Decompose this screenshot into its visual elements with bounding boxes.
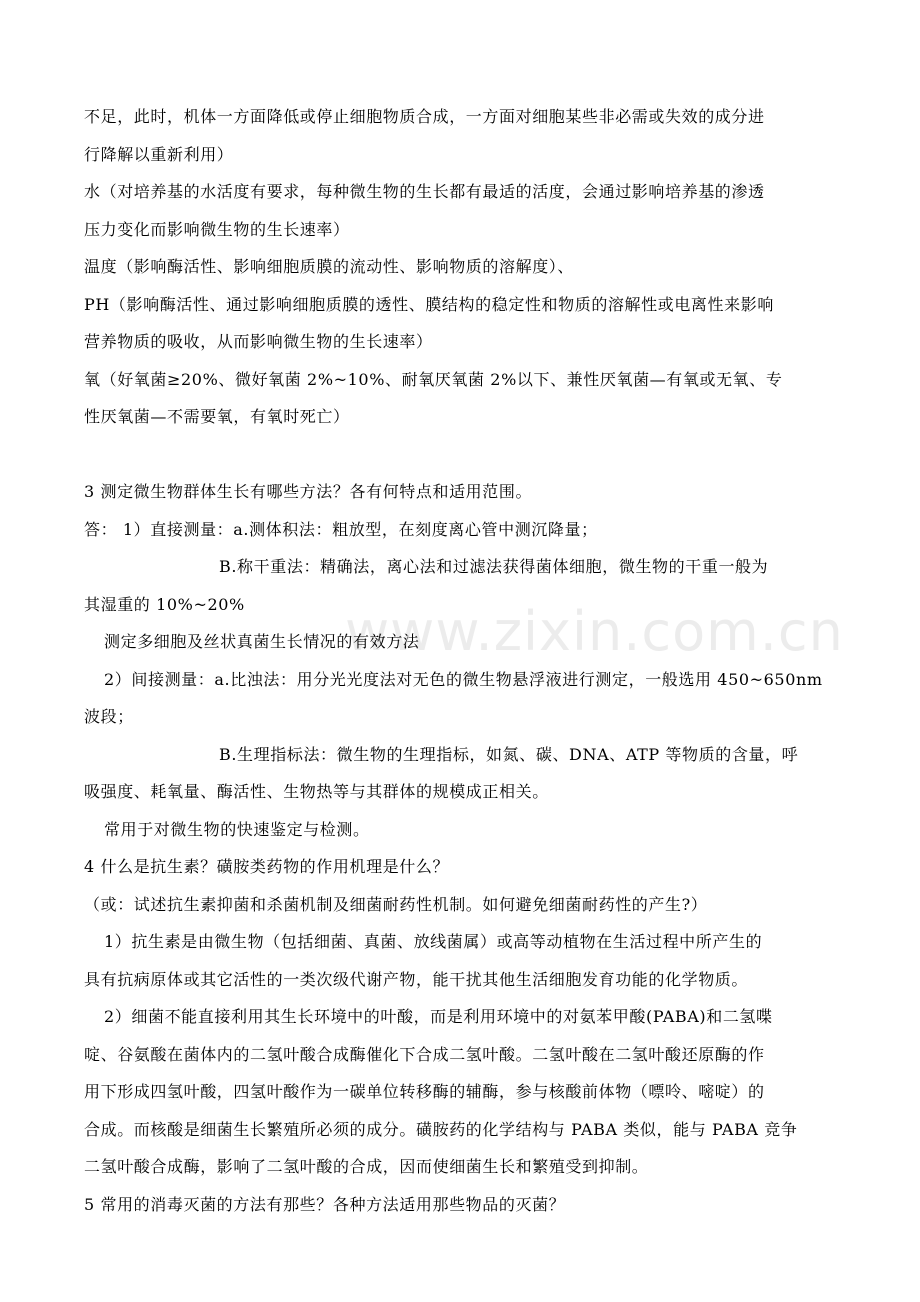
text-line: 营养物质的吸收，从而影响微生物的生长速率） [84,332,433,351]
answer-line: B.生理指标法：微生物的生理指标，如氮、碳、DNA、ATP 等物质的含量，呼 [219,744,799,764]
answer-line: 具有抗病原体或其它活性的一类次级代谢产物，能干扰其他生活细胞发育功能的化学物质。 [84,969,749,989]
answer-line: 测定多细胞及丝状真菌生长情况的有效方法 [104,632,420,651]
text-line: 性厌氧菌—不需要氧，有氧时死亡） [84,407,350,426]
answer-line: B.称干重法：精确法，离心法和过滤法获得菌体细胞，微生物的干重一般为 [219,557,769,576]
text-line: 压力变化而影响微生物的生长速率） [84,219,350,239]
document-page [84,108,844,1233]
watermark-text: www.zixin.com.cn [345,600,844,663]
blank-line [84,446,844,484]
answer-line: 吸强度、耗氧量、酶活性、生物热等与其群体的规模成正相关。 [84,782,549,801]
answer-line: 答： 1）直接测量：a.测体积法：粗放型，在刻度离心管中测沉降量； [84,519,598,539]
answer-line: 用下形成四氢叶酸，四氢叶酸作为一碳单位转移酶的辅酶，参与核酸前体物（嘌呤、嘧啶）的 [84,1082,765,1101]
question-subheading: （或：试述抗生素抑菌和杀菌机制及细菌耐药性机制。如何避免细菌耐药性的产生?） [84,894,708,914]
answer-line: 合成。而核酸是细菌生长繁殖所必须的成分。磺胺药的化学结构与 PABA 类似，能与 PABA 竞争 [84,1119,798,1139]
answer-line: 啶、谷氨酸在菌体内的二氢叶酸合成酶催化下合成二氢叶酸。二氢叶酸在二氢叶酸还原酶的作 [84,1044,765,1064]
answer-line: 1）抗生素是由微生物（包括细菌、真菌、放线菌属）或高等动植物在生活过程中所产生的 [104,932,763,951]
text-line: 氧（好氧菌≥20%、微好氧菌 2%~10%、耐氧厌氧菌 2%以下、兼性厌氧菌—有氧或无氧、专 [84,369,783,389]
text-line: 不足，此时，机体一方面降低或停止细胞物质合成，一方面对细胞某些非必需或失效的成分进 [84,107,765,126]
answer-line: 其湿重的 10%~20% [84,594,245,614]
question-heading: 3 测定微生物群体生长有哪些方法？各有何特点和适用范围。 [84,482,533,501]
text-line: 水（对培养基的水活度有要求，每种微生物的生长都有最适的活度，会通过影响培养基的渗透 [84,182,765,201]
text-line: PH（影响酶活性、通过影响细胞质膜的透性、膜结构的稳定性和物质的溶解性或电离性来影响 [84,294,774,314]
answer-line: 二氢叶酸合成酶，影响了二氢叶酸的合成，因而使细菌生长和繁殖受到抑制。 [84,1157,649,1176]
answer-line: 2）间接测量：a.比浊法：用分光光度法对无色的微生物悬浮液进行测定，一般选用 450~650nm [104,669,823,689]
question-heading: 4 什么是抗生素？磺胺类药物的作用机理是什么？ [84,857,450,876]
text-line: 行降解以重新利用） [84,144,234,164]
answer-line: 常用于对微生物的快速鉴定与检测。 [104,819,370,839]
text-line: 温度（影响酶活性、影响细胞质膜的流动性、影响物质的溶解度）、 [84,257,575,276]
answer-line: 2）细菌不能直接利用其生长环境中的叶酸，而是利用环境中的对氨苯甲酸(PABA)和二氢喋 [104,1007,773,1026]
answer-line: 波段； [84,707,134,726]
question-heading: 5 常用的消毒灭菌的方法有那些？各种方法适用那些物品的灭菌？ [84,1194,566,1214]
